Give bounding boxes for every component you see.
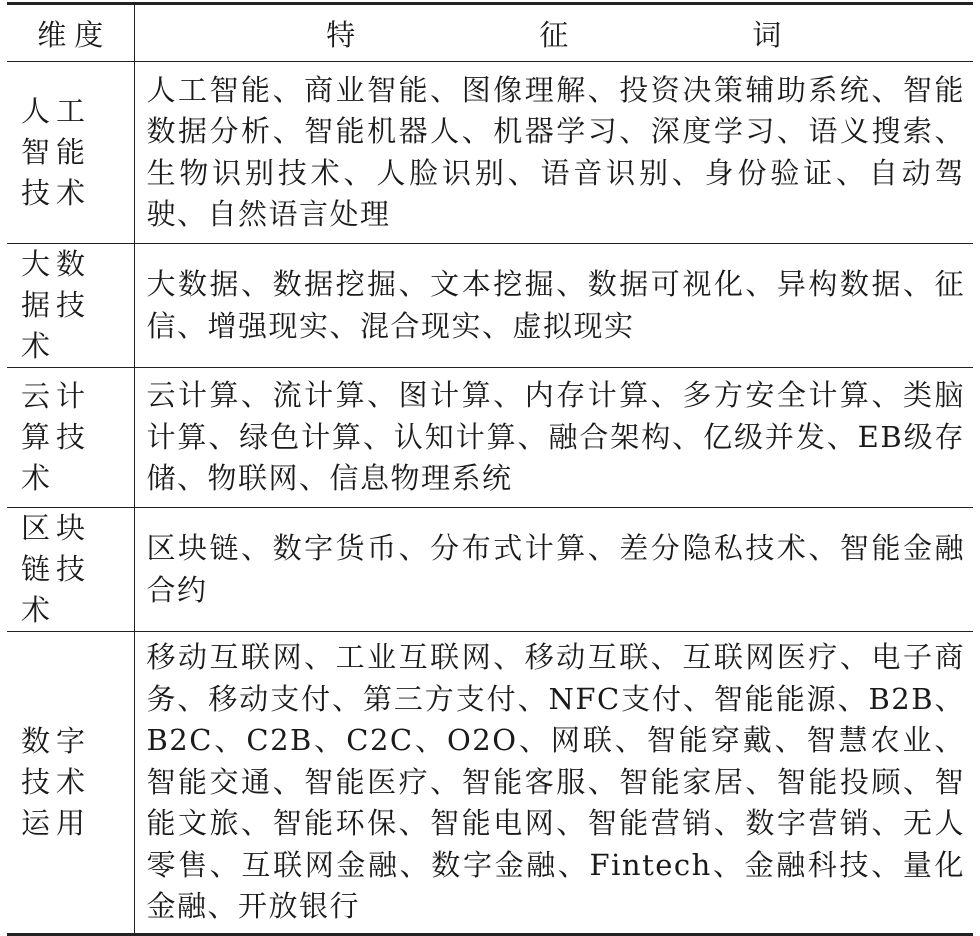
dimension-cell: 云计算技术 — [7, 368, 134, 508]
dimension-cell: 大数据技术 — [7, 244, 134, 368]
dimension-cell: 人工智能技术 — [7, 62, 134, 244]
feature-words-table — [7, 2, 973, 936]
header-dimension — [7, 4, 134, 62]
features-cell: 移动互联网、工业互联网、移动互联、互联网医疗、电子商务、移动支付、第三方支付、NFC支付、智能能源、B2B、B2C、C2B、C2C、O2O、网联、智能穿戴、智慧农业、智能交通、智能医疗、智能客服、智能家居、智能投顾、智能文旅、智能环保、智能电网、智能营销、数字营销、无人零售、互联网金融、数字金融、Fintech、金融科技、量化金融、开放银行 — [134, 632, 973, 935]
features-cell: 区块链、数字货币、分布式计算、差分隐私技术、智能金融合约 — [134, 508, 973, 632]
table-row — [7, 62, 973, 244]
table-header — [7, 4, 973, 62]
table-body — [7, 62, 973, 935]
header-feature-char: 特 — [326, 17, 356, 52]
header-row — [7, 4, 973, 62]
features-cell: 云计算、流计算、图计算、内存计算、多方安全计算、类脑计算、绿色计算、认知计算、融合架构、亿级并发、EB级存储、物联网、信息物理系统 — [134, 368, 973, 508]
table-row — [7, 632, 973, 935]
table-row — [7, 244, 973, 368]
features-cell: 大数据、数据挖掘、文本挖掘、数据可视化、异构数据、征信、增强现实、混合现实、虚拟现实 — [134, 244, 973, 368]
header-feature-char: 征 — [539, 17, 569, 52]
dimension-cell: 区块链技术 — [7, 508, 134, 632]
header-dimension-char: 维 — [37, 17, 67, 52]
header-feature-words — [134, 4, 973, 62]
header-dimension-char: 度 — [74, 17, 104, 52]
dimension-cell: 数字技术运用 — [7, 632, 134, 935]
header-feature-char: 词 — [752, 17, 782, 52]
table-row — [7, 508, 973, 632]
features-cell: 人工智能、商业智能、图像理解、投资决策辅助系统、智能数据分析、智能机器人、机器学习、深度学习、语义搜索、生物识别技术、人脸识别、语音识别、身份验证、自动驾驶、自然语言处理 — [134, 62, 973, 244]
table-row — [7, 368, 973, 508]
